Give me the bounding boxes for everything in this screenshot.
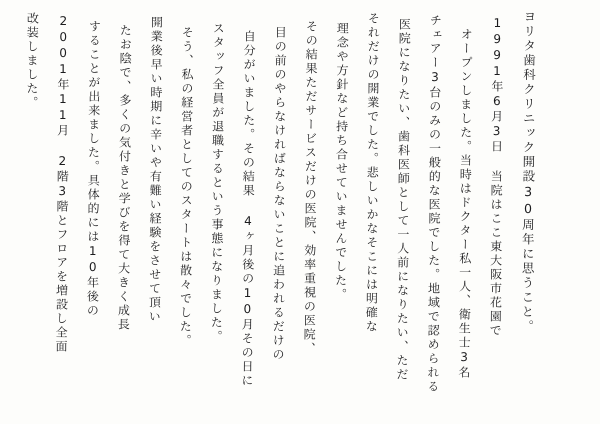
handwriting-column-15: することが出来ました。具体的には10年後の	[85, 19, 102, 319]
handwriting-column-7: 理念や方針など持ち合せていませんでした。	[333, 21, 350, 303]
handwriting-column-12: そう、私の経営者としてのスタートは散々でした。	[178, 25, 195, 349]
handwriting-column-4: チェアー3台のみの一般的な医院でした。地域で認められる	[425, 13, 443, 395]
handwriting-column-3: オープンしました。当時はドクター私一人、衛生士3名	[456, 27, 474, 381]
handwriting-column-8: その結果ただサービスだけの医院、効率重視の医院、	[302, 19, 319, 357]
vertical-text-body	[6, 8, 537, 418]
handwriting-column-16: 2001年11月 2階3階とフロアを増設し全面	[54, 13, 71, 355]
handwriting-column-10: 自分がいました。その結果 4ヶ月後の10月その日に	[239, 29, 257, 389]
handwriting-column-2: 1991年6月3日 当院はここ東大阪市花園で	[488, 15, 505, 339]
handwriting-column-14: たお陰で、多くの気付きと学びを得て大きく成長	[116, 23, 133, 333]
handwriting-column-13: 開業後早い時期に辛いや有難い経験をさせて頂い	[147, 15, 164, 325]
handwriting-column-9: 目の前のやらなければならないことに追われるだけの	[271, 25, 288, 363]
handwriting-column-11: スタッフ全員が退職するという事態になりました。	[209, 21, 226, 345]
note-title: ヨリタ歯科クリニック開設30周年に思うこと。	[519, 9, 537, 335]
handwriting-column-6: それだけの開業でした。悲しいかなそこには明確な	[364, 11, 381, 335]
handwriting-column-5: 医院になりたい、歯科医師として一人前になりたい、ただ	[394, 17, 412, 383]
handwriting-column-17: 改装しました。	[24, 11, 40, 111]
